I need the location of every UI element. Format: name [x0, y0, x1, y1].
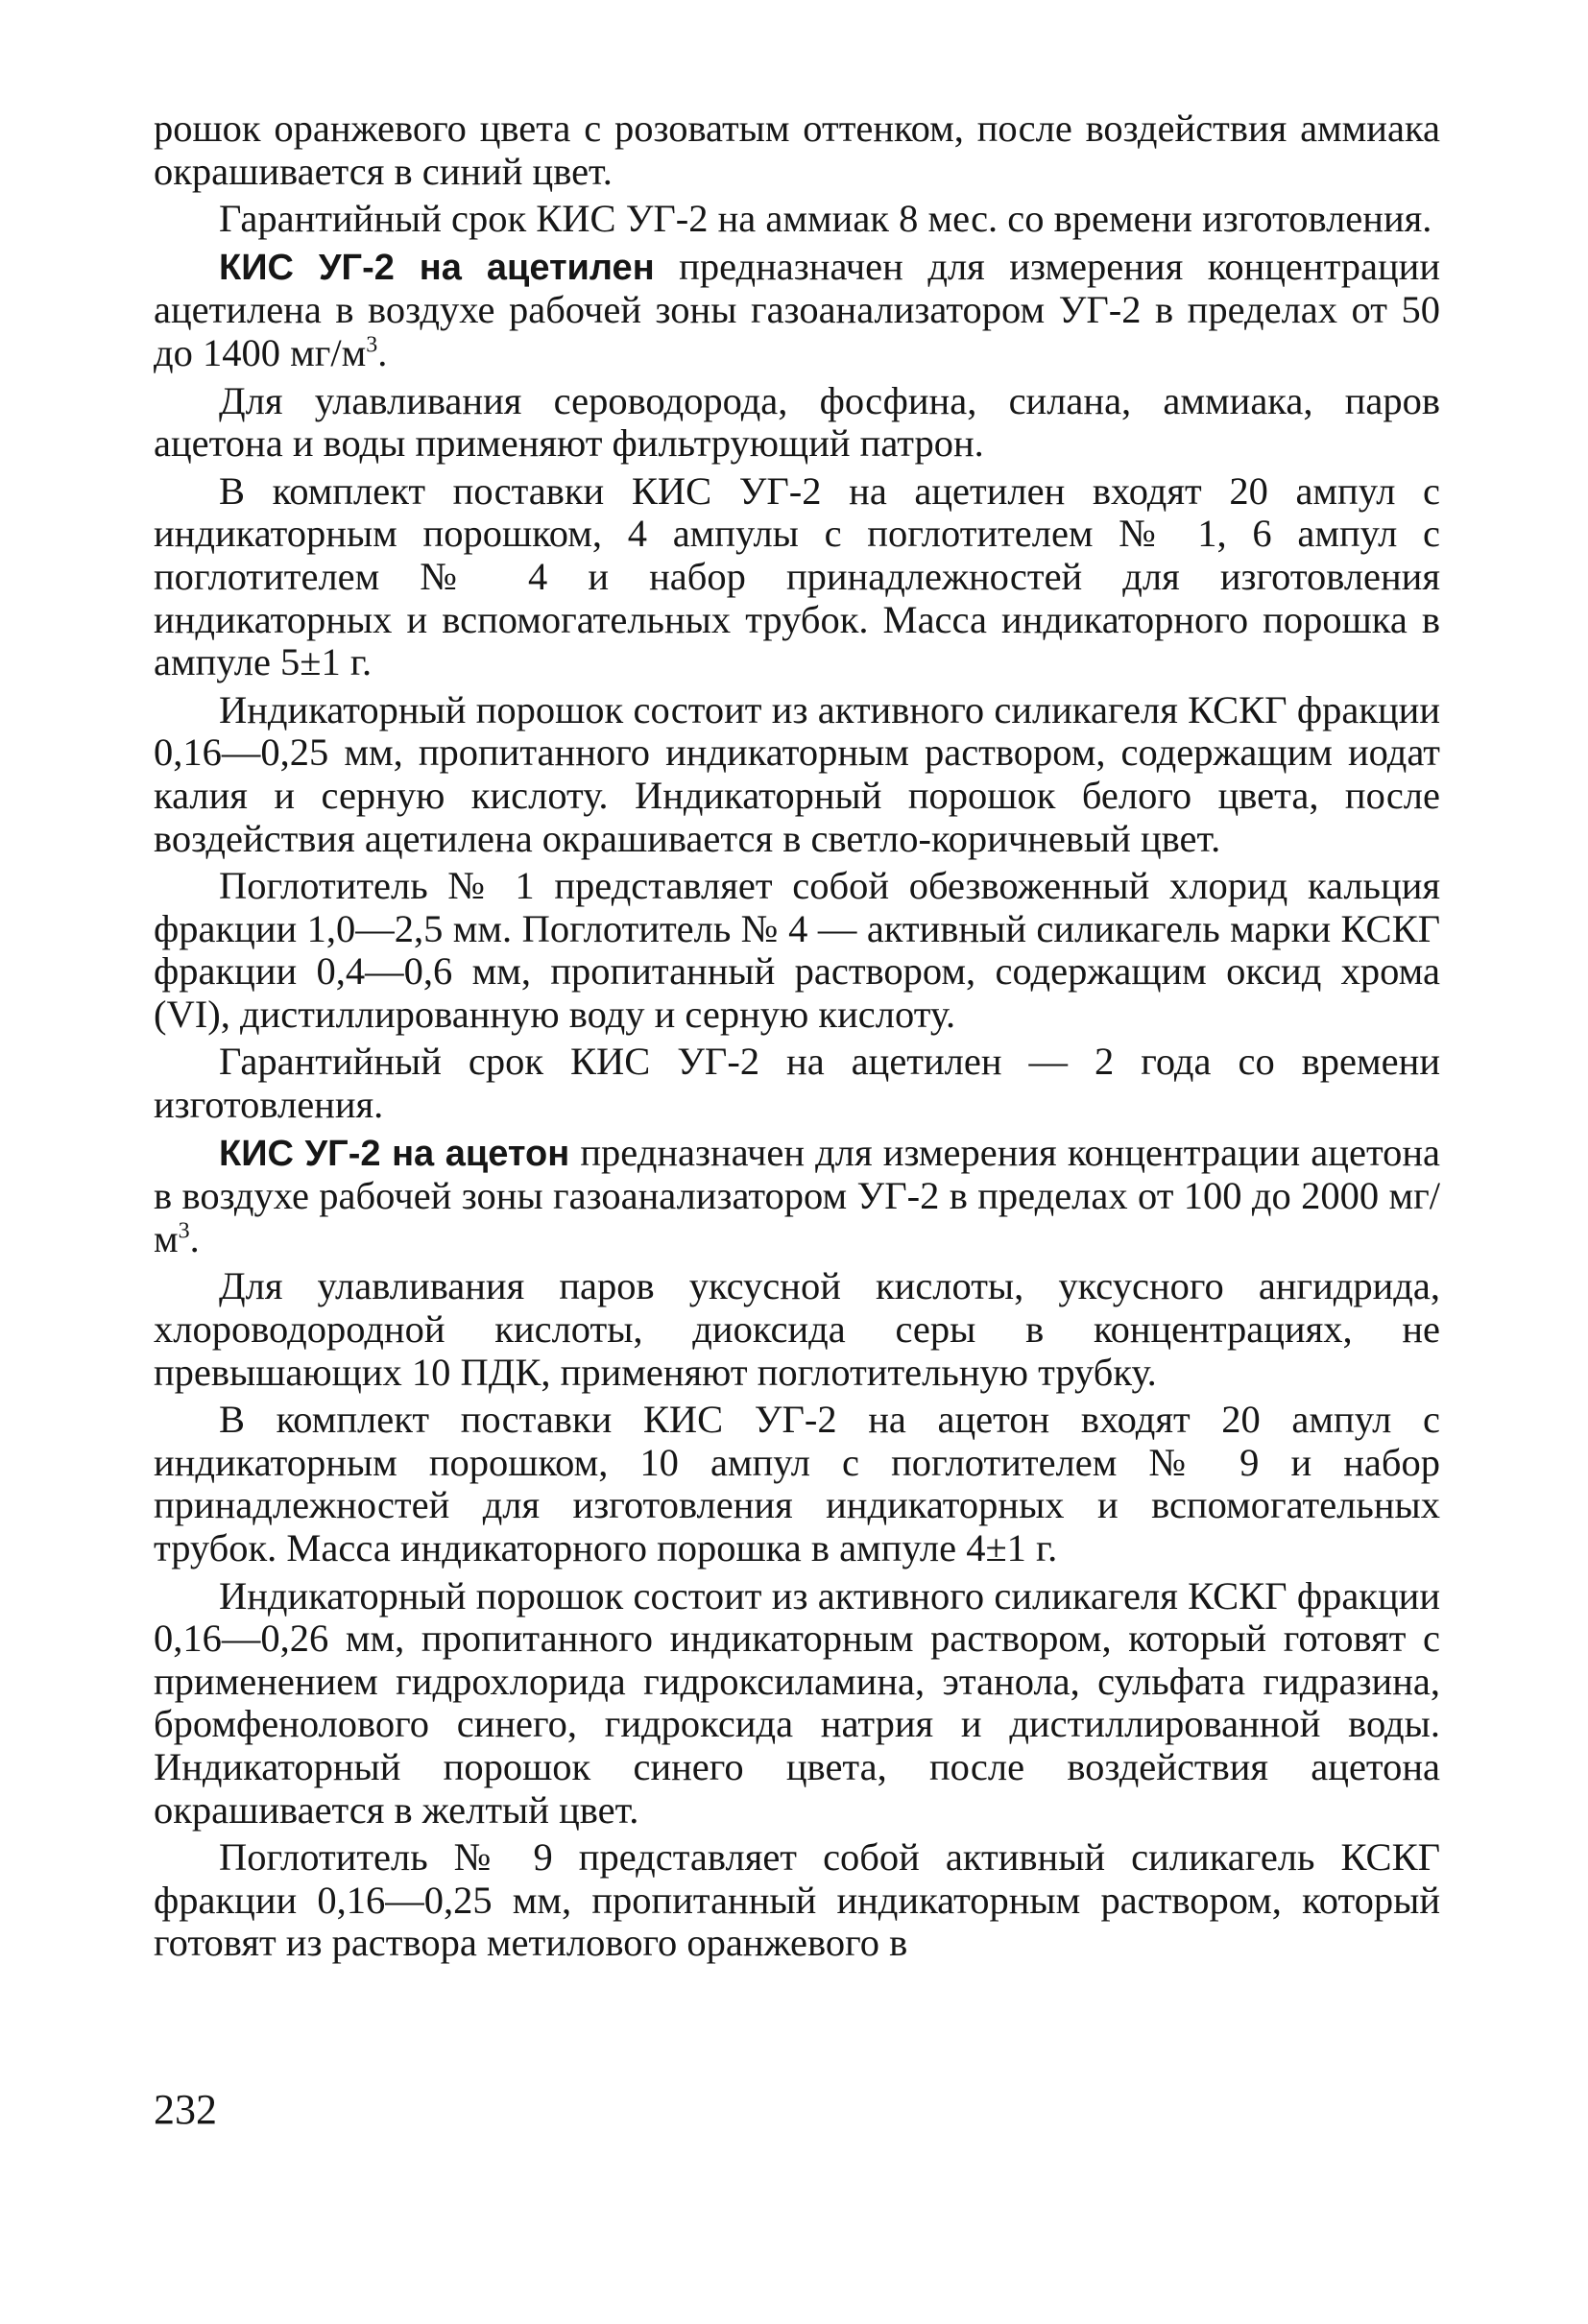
paragraph-1: рошок оранжевого цвета с розоватым оттенком, после воздействия аммиака окрашивается в синий цвет. — [154, 107, 1440, 193]
superscript: 3 — [178, 1218, 190, 1244]
heading-acetylene: КИС УГ-2 на ацетилен — [219, 247, 655, 288]
paragraph-9 — [154, 1132, 1440, 1261]
paragraph-12: Индикаторный порошок состоит из активного силикагеля КСКГ фракции 0,16—0,26 мм, пропитанного индикаторным раствором, который готовят с применением гидрохлорида гидроксиламина, этанола, сульфата гидразина, бромфенолового синего, гидроксида натрия и дистиллированной воды. Индикаторный порошок синего цвета, после воздействия ацетона окрашивается в желтый цвет. — [154, 1573, 1440, 1832]
paragraph-4: Для улавливания сероводорода, фосфина, силана, аммиака, паров ацетона и воды применяют фильтрующий патрон. — [154, 378, 1440, 466]
paragraph-7: Поглотитель № 1 представляет собой обезвоженный хлорид кальция фракции 1,0—2,5 мм. Поглотитель № 4 — активный силикагель марки КСКГ фракции 0,4—0,6 мм, пропитанный раствором, содержащим оксид хрома (VI), дистиллированную воду и серную кислоту. — [154, 864, 1440, 1036]
page-body — [154, 108, 1440, 1970]
paragraph-9-text: предназначен для измерения концентрации ацетона в воздухе рабочей зоны газоанализатором УГ-2 в пределах от 100 до 2000 мг/м — [154, 1130, 1441, 1260]
heading-acetone: КИС УГ-2 на ацетон — [219, 1133, 570, 1174]
paragraph-3-text: предназначен для измерения концентрации ацетилена в воздухе рабочей зоны газоанализатором УГ-2 в пределах от 50 до 1400 мг/м — [154, 244, 1441, 374]
page-number: 232 — [154, 2086, 217, 2133]
paragraph-5: В комплект поставки КИС УГ-2 на ацетилен входят 20 ампул с индикаторным порошком, 4 ампулы с поглотителем № 1, 6 ампул с поглотителем № 4 и набор принадлежностей для изготовления индикаторных и вспомогательных трубок. Масса индикаторного порошка в ампуле 5±1 г. — [154, 468, 1440, 684]
paragraph-2: Гарантийный срок КИС УГ-2 на аммиак 8 мес. со времени изготовления. — [219, 197, 1432, 241]
paragraph-8: Гарантийный срок КИС УГ-2 на ацетилен — 2 года со времени изготовления. — [154, 1040, 1440, 1127]
paragraph-3-end: . — [377, 330, 388, 374]
superscript: 3 — [366, 332, 378, 358]
paragraph-11: В комплект поставки КИС УГ-2 на ацетон входят 20 ампул с индикаторным порошком, 10 ампул с поглотителем № 9 и набор принадлежностей для изготовления индикаторных и вспомогательных трубок. Масса индикаторного порошка в ампуле 4±1 г. — [154, 1398, 1440, 1569]
paragraph-6: Индикаторный порошок состоит из активного силикагеля КСКГ фракции 0,16—0,25 мм, пропитанного индикаторным раствором, содержащим иодат калия и серную кислоту. Индикаторный порошок белого цвета, после воздействия ацетилена окрашивается в светло-коричневый цвет. — [154, 687, 1440, 860]
paragraph-9-end: . — [189, 1216, 200, 1260]
paragraph-10: Для улавливания паров уксусной кислоты, уксусного ангидрида, хлороводородной кислоты, диоксида серы в концентрациях, не превышающих 10 ПДК, применяют поглотительную трубку. — [154, 1264, 1440, 1394]
paragraph-13: Поглотитель № 9 представляет собой активный силикагель КСКГ фракции 0,16—0,25 мм, пропитанный индикаторным раствором, который готовят из раствора метилового оранжевого в — [154, 1835, 1440, 1965]
paragraph-3 — [154, 246, 1440, 375]
